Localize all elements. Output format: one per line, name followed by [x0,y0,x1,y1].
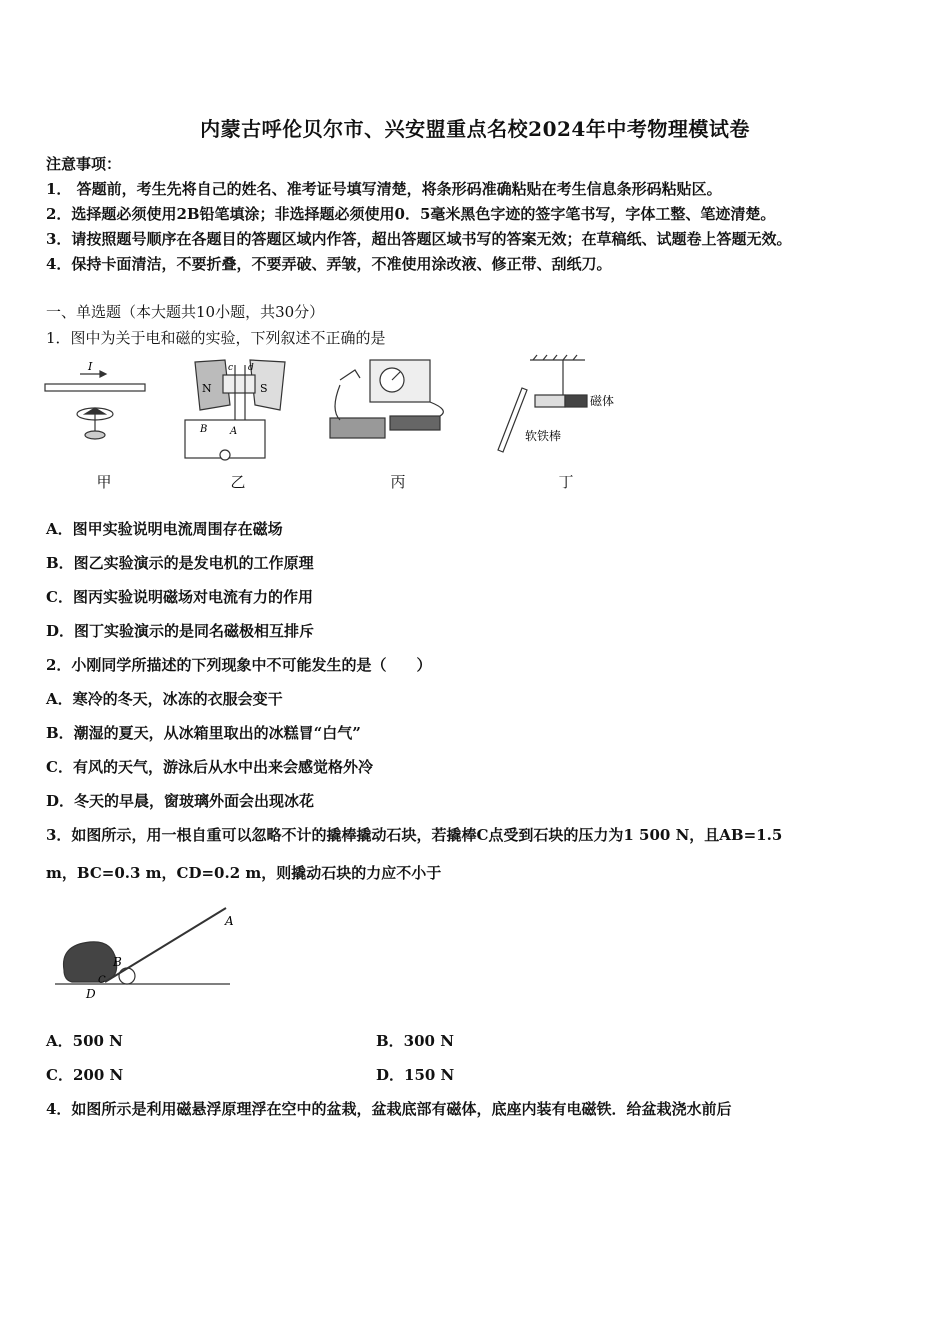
b-label: B [200,424,208,435]
q2-option-c: C．有风的天气，游泳后从水中出来会感觉格外冷 [46,758,373,776]
point-b-label: B [113,955,122,969]
magnet-label: 磁体 [590,394,615,408]
q1-option-b: B．图乙实验演示的是发电机的工作原理 [46,554,314,572]
a-label: A [230,426,238,437]
q1-figure [40,350,630,465]
point-d-label: D [86,987,96,1001]
caption-ding: 丁 [558,473,574,491]
figure-jia [45,371,145,439]
notice-item: 4．保持卡面清洁，不要折叠，不要弄破、弄皱，不准使用涂改液、修正带、刮纸刀。 [46,255,612,273]
point-a-label: A [225,914,234,928]
figure-bing [330,360,443,438]
q3-option-b: B．300 N [376,1032,454,1050]
caption-bing: 丙 [390,473,406,491]
page-title: 内蒙古呼伦贝尔市、兴安盟重点名校2024年中考物理模试卷 [200,117,750,141]
q3-option-a: A．500 N [46,1032,123,1050]
figure-yi [185,360,285,460]
q1-option-c: C．图丙实验说明磁场对电流有力的作用 [46,588,313,606]
caption-jia: 甲 [96,473,112,491]
notice-item: 2．选择题必须使用2B铅笔填涂；非选择题必须使用0．5毫米黑色字迹的签字笔书写，字体工整、笔迹清楚。 [46,205,776,223]
question-4-stem: 4．如图所示是利用磁悬浮原理浮在空中的盆栽，盆栽底部有磁体，底座内装有电磁铁．给盆栽浇水前后 [46,1100,732,1118]
q2-option-b: B．潮湿的夏天，从冰箱里取出的冰糕冒“白气” [46,724,361,742]
q1-option-a: A．图甲实验说明电流周围存在磁场 [46,520,283,538]
question-3-stem-line1: 3．如图所示，用一根自重可以忽略不计的撬棒撬动石块，若撬棒C点受到石块的压力为1 500 N，且AB=1.5 [46,826,783,844]
q2-option-d: D．冬天的早晨，窗玻璃外面会出现冰花 [46,792,315,810]
question-3-stem-line2: m，BC=0.3 m，CD=0.2 m，则撬动石块的力应不小于 [46,864,442,882]
d-label: d [248,363,254,373]
section-heading: 一、单选题（本大题共10小题，共30分） [46,303,325,321]
point-c-label: C [98,975,106,986]
c-label: c [228,363,234,373]
q3-option-d: D．150 N [376,1066,455,1084]
s-pole-label: S [260,382,268,395]
q3-lever-figure [50,900,250,1005]
caption-yi: 乙 [230,473,246,491]
current-label: I [88,360,93,373]
notice-item: 1． 答题前，考生先将自己的姓名、准考证号填写清楚，将条形码准确粘贴在考生信息条形码粘贴区。 [46,180,722,198]
notice-item: 3．请按照题号顺序在各题目的答题区域内作答，超出答题区域书写的答案无效；在草稿纸、试题卷上答题无效。 [46,230,792,248]
n-pole-label: N [202,382,212,395]
q1-option-d: D．图丁实验演示的是同名磁极相互排斥 [46,622,315,640]
notice-heading: 注意事项： [46,155,122,173]
q2-option-a: A．寒冷的冬天，冰冻的衣服会变干 [46,690,283,708]
question-1-stem: 1．图中为关于电和磁的实验，下列叙述不正确的是 [46,329,386,347]
q3-option-c: C．200 N [46,1066,124,1084]
question-2-stem: 2．小刚同学所描述的下列现象中不可能发生的是（ ） [46,656,432,674]
iron-rod-label: 软铁棒 [525,429,562,443]
